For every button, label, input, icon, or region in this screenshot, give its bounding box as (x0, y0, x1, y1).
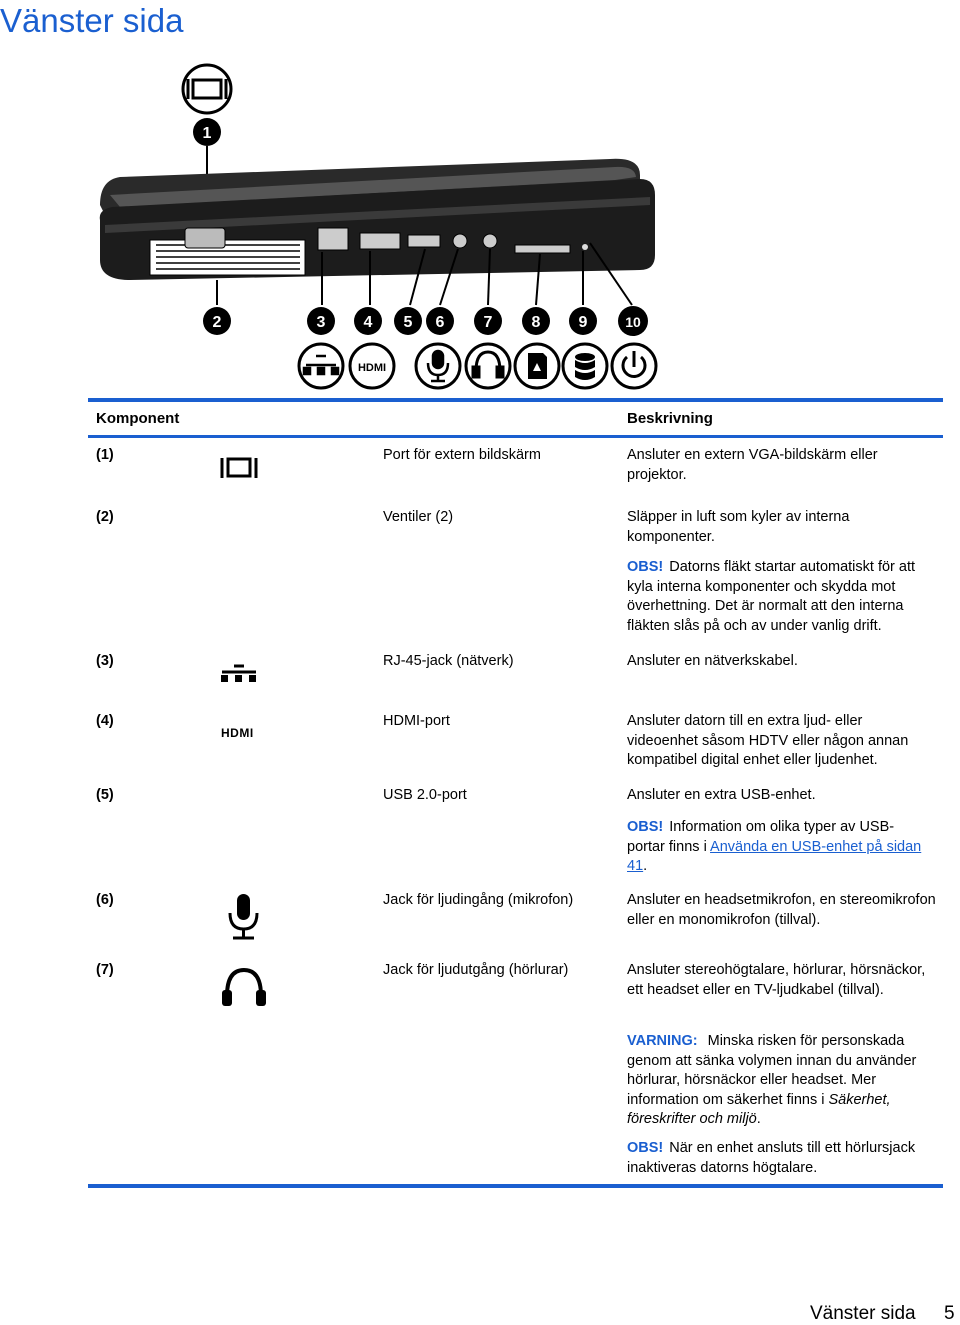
row-5-note (627, 818, 922, 877)
row-5-note-text: Information om olika typer av USB-portar finns i (627, 819, 895, 855)
row-7-name: Jack för ljudutgång (hörlurar) (383, 962, 569, 978)
microphone-icon (226, 893, 262, 941)
row-7-warning-end: . (756, 1111, 761, 1127)
row-5-name: USB 2.0-port (383, 787, 467, 803)
row-7-number: (7) (96, 962, 114, 978)
row-4-number: (4) (96, 713, 114, 729)
footer-section: Vänster sida (810, 1303, 916, 1324)
header-description: Beskrivning (627, 410, 713, 427)
callout-7: 7 (483, 314, 493, 331)
callout-10: 10 (625, 314, 641, 330)
row-5-description: Ansluter en extra USB-enhet. (627, 787, 816, 803)
drive-light-icon (575, 353, 595, 380)
callout-5: 5 (403, 314, 413, 331)
rj45-icon (220, 663, 258, 683)
callout-8: 8 (531, 314, 541, 331)
row-3-name: RJ-45-jack (nätverk) (383, 653, 514, 669)
callout-4: 4 (363, 314, 373, 331)
usb-link[interactable]: Använda en USB-enhet på sidan 41 (627, 838, 922, 874)
warning-label: VARNING: (627, 1033, 698, 1049)
laptop-left-side-illustration (0, 55, 960, 395)
safety-reference: Säkerhet, föreskrifter och miljö (627, 1091, 891, 1127)
table-top-rule (88, 398, 943, 402)
monitor-callout-icon (183, 65, 231, 113)
hdmi-icon: HDMI (221, 726, 254, 740)
row-2-description: Släpper in luft som kyler av interna komponenter. (627, 509, 850, 545)
row-6-name: Jack för ljudingång (mikrofon) (383, 892, 574, 908)
headphone-icon (221, 966, 267, 1008)
row-6-number: (6) (96, 892, 114, 908)
row-1-number: (1) (96, 447, 114, 463)
row-3-description: Ansluter en nätverkskabel. (627, 653, 798, 669)
sd-card-icon (528, 353, 547, 379)
callout-6: 6 (435, 314, 445, 331)
header-component: Komponent (96, 410, 180, 427)
callout-1: 1 (202, 125, 212, 142)
obs-label: OBS! (627, 559, 664, 575)
row-5-number: (5) (96, 787, 114, 803)
row-2-name: Ventiler (2) (383, 509, 454, 525)
obs-label: OBS! (627, 1140, 664, 1156)
row-7-description: Ansluter stereohögtalare, hörlurar, hörsnäckor, ett headset eller en TV-ljudkabel (tillval). (627, 962, 926, 998)
callout-2: 2 (212, 314, 222, 331)
footer-page-number: 5 (944, 1303, 955, 1324)
page-title: Vänster sida (0, 2, 184, 39)
row-2-number: (2) (96, 509, 114, 525)
monitor-icon (220, 457, 258, 479)
row-1-name: Port för extern bildskärm (383, 447, 541, 463)
row-7-warning-text: Minska risken för personskada genom att sänka volymen innan du använder hörlurar, hörsnäckor eller headset. Mer information om säkerhet finns i (627, 1033, 917, 1108)
row-1-description: Ansluter en extern VGA-bildskärm eller projektor. (627, 447, 878, 483)
row-4-name: HDMI-port (383, 713, 450, 729)
table-bottom-rule (88, 1184, 943, 1188)
table-header-rule (88, 435, 943, 438)
row-5-note-end: . (643, 858, 648, 874)
callout-3: 3 (316, 314, 326, 331)
row-3-number: (3) (96, 653, 114, 669)
hdmi-icon: HDMI (357, 362, 387, 374)
row-7-note (627, 1139, 927, 1178)
obs-label: OBS! (627, 819, 664, 835)
callout-9: 9 (578, 314, 588, 331)
row-6-description: Ansluter en headsetmikrofon, en stereomikrofon eller en monomikrofon (tillval). (627, 892, 936, 928)
row-7-warning (627, 1032, 937, 1130)
row-2-note (627, 558, 937, 636)
row-2-note-text: Datorns fläkt startar automatiskt för att kyla interna komponenter och skydda mot överhettning. Det är normalt att den interna fläkten slås på och av under vanlig drift. (627, 559, 916, 634)
row-4-description: Ansluter datorn till en extra ljud- eller videoenhet såsom HDTV eller någon annan kompatibel digital enhet eller ljudenhet. (627, 713, 909, 768)
row-7-note-text: När en enhet ansluts till ett hörlursjack inaktiveras datorns högtalare. (627, 1140, 916, 1176)
